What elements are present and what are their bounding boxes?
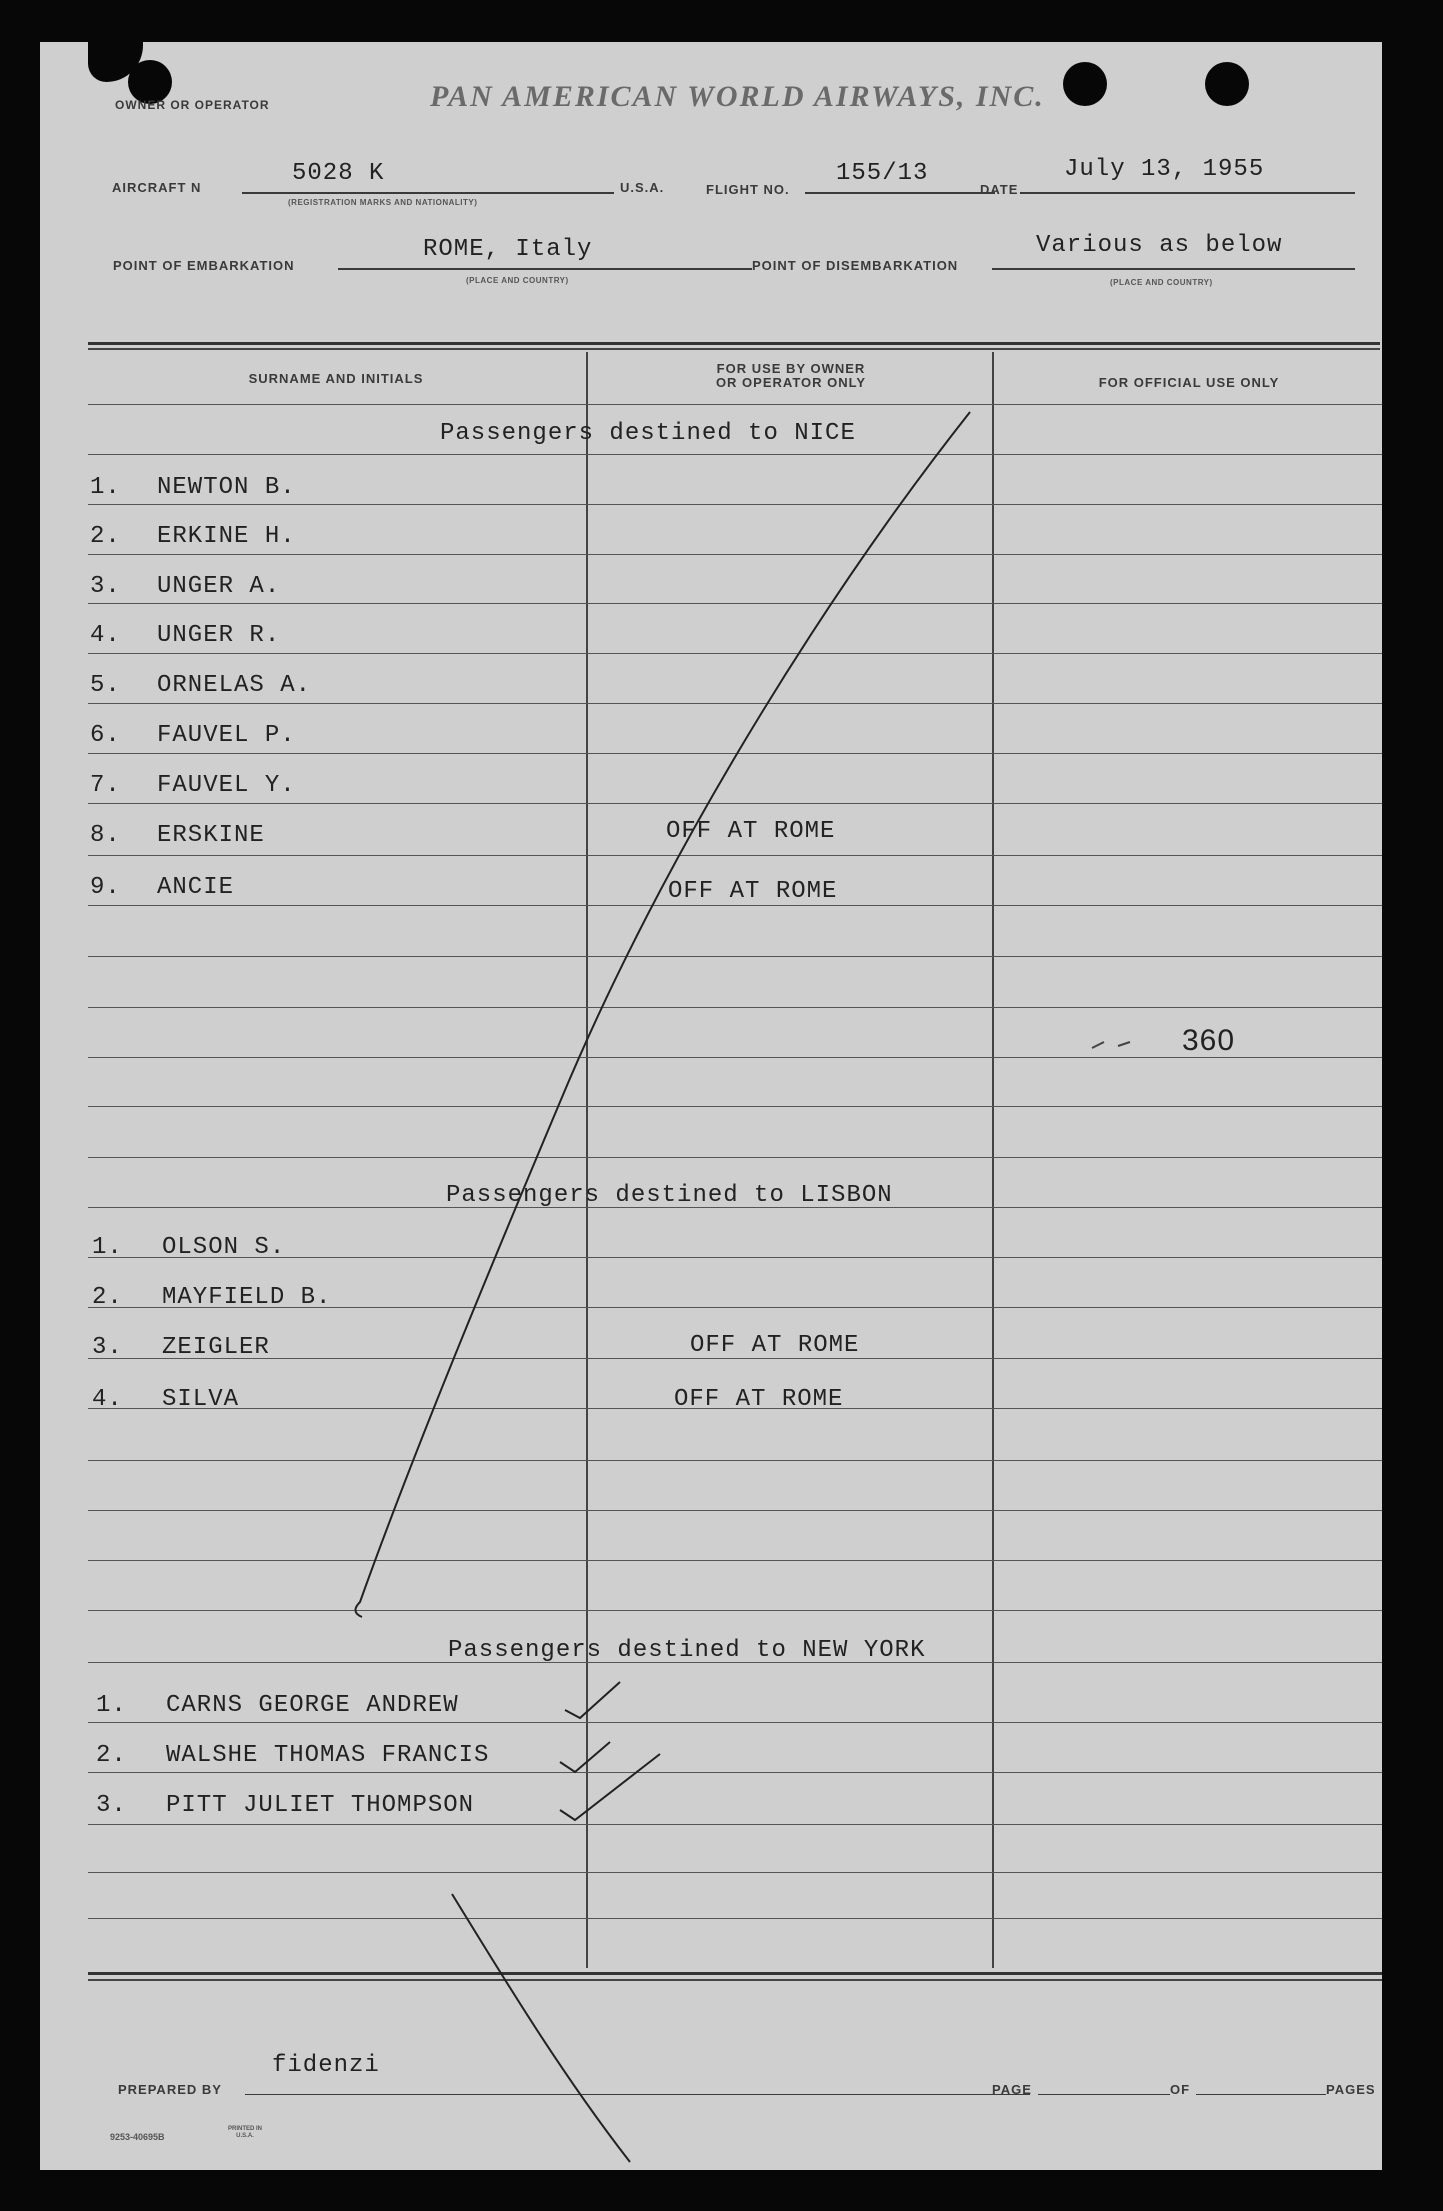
manifest-sheet [40,42,1382,2170]
disembark-place-caption: (PLACE AND COUNTRY) [1110,278,1213,287]
passenger-name: CARNS GEORGE ANDREW [166,1692,459,1719]
strike-through-line [355,412,970,1617]
pages-label: PAGES [1326,2082,1376,2097]
passenger-remark: OFF AT ROME [674,1386,844,1413]
company-name: PAN AMERICAN WORLD AIRWAYS, INC. [430,80,1045,113]
passenger-remark: OFF AT ROME [666,818,836,845]
checkmark [560,1754,660,1820]
passenger-remark: OFF AT ROME [668,878,838,905]
col-official: FOR OFFICIAL USE ONLY [1098,375,1280,390]
flight-value: 155/13 [836,160,929,187]
passenger-name: ERSKINE [157,822,265,849]
passenger-name: SILVA [162,1386,240,1413]
slash-mark [452,1894,630,2162]
disembark-label: POINT OF DISEMBARKATION [752,258,959,273]
passenger-number: 2. [92,1284,123,1311]
handwritten-marks [40,42,1382,2170]
col-owner-use-line2: OR OPERATOR ONLY [715,375,867,390]
passenger-number: 2. [96,1742,127,1769]
passenger-number: 4. [90,622,121,649]
passenger-name: ANCIE [157,874,235,901]
passenger-name: ZEIGLER [162,1334,270,1361]
passenger-name: PITT JULIET THOMPSON [166,1792,475,1819]
passenger-number: 7. [90,772,121,799]
col-owner-use-line1: FOR USE BY OWNER [716,361,866,376]
usa-label: U.S.A. [620,180,665,195]
smudge-mark [1092,1042,1130,1048]
passenger-number: 1. [96,1692,127,1719]
aircraft-label: AIRCRAFT N [112,180,202,195]
passenger-number: 1. [90,474,121,501]
passenger-name: MAYFIELD B. [162,1284,332,1311]
official-use-note: 360 [1182,1024,1236,1057]
passenger-name: UNGER A. [157,573,281,600]
of-label: OF [1170,2082,1191,2097]
prepared-by-value: fidenzi [272,2052,380,2079]
passenger-name: FAUVEL Y. [157,772,296,799]
passenger-name: ORNELAS A. [157,672,312,699]
passenger-number: 4. [92,1386,123,1413]
checkmark [565,1682,620,1718]
registration-caption: (REGISTRATION MARKS AND NATIONALITY) [288,198,478,207]
aircraft-value: 5028 K [292,160,385,187]
owner-label: OWNER OR OPERATOR [115,98,270,112]
page-label: PAGE [992,2082,1032,2097]
passenger-number: 8. [90,822,121,849]
passenger-name: FAUVEL P. [157,722,296,749]
passenger-name: WALSHE THOMAS FRANCIS [166,1742,490,1769]
disembark-value: Various as below [1036,232,1283,259]
col-surname: SURNAME AND INITIALS [248,371,424,386]
passenger-number: 5. [90,672,121,699]
passenger-name: OLSON S. [162,1234,286,1261]
passenger-name: NEWTON B. [157,474,296,501]
section-title-nice: Passengers destined to NICE [440,420,856,447]
section-title-lisbon: Passengers destined to LISBON [446,1182,893,1209]
passenger-name: ERKINE H. [157,523,296,550]
passenger-number: 3. [96,1792,127,1819]
passenger-number: 1. [92,1234,123,1261]
passenger-number: 3. [90,573,121,600]
passenger-number: 6. [90,722,121,749]
passenger-number: 3. [92,1334,123,1361]
embark-label: POINT OF EMBARKATION [113,258,295,273]
passenger-name: UNGER R. [157,622,281,649]
date-value: July 13, 1955 [1064,156,1265,183]
date-label: DATE [980,182,1019,197]
printed-stamp: PRINTED IN U.S.A. [227,2126,262,2139]
section-title-new-york: Passengers destined to NEW YORK [448,1637,926,1664]
embark-place-caption: (PLACE AND COUNTRY) [466,276,569,285]
passenger-remark: OFF AT ROME [690,1332,860,1359]
form-number: 9253-40695B [110,2132,165,2142]
flight-label: FLIGHT NO. [706,182,790,197]
passenger-number: 2. [90,523,121,550]
checkmark [560,1742,610,1772]
passenger-number: 9. [90,874,121,901]
prepared-by-label: PREPARED BY [118,2082,222,2097]
embark-value: ROME, Italy [423,236,593,263]
